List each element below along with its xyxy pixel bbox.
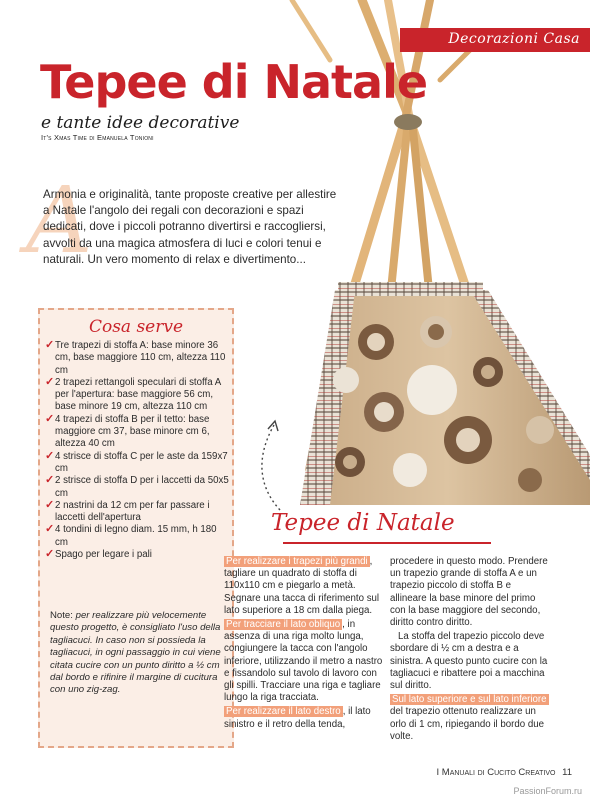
paragraph: Per tracciare il lato obliquo , in assenza di una riga molto lunga, congiungere la tacca con l'angolo inferiore, utilizzando il metro a nastro e fissandolo sul tavolo di lavoro con gli spilli. Tracciare una riga e tagliare lungo la riga tracciata. xyxy=(224,619,383,704)
check-icon: ✓ xyxy=(45,523,55,536)
list-item: ✓ 2 trapezi rettangoli speculari di stoffa A per l'apertura: base maggiore 56 cm, base minore 19 cm, altezza 110 cm xyxy=(45,375,221,413)
note-text: per realizzare più velocemente questo progetto, è consigliato l'uso della tagliacuci. In caso non si possieda la tagliacuci, in ogni passaggio in cui viene citata cucire con un punto diritto a ½ cm dal bordo e rifinire il margine di cucitura con uno zig-zag. xyxy=(50,610,221,696)
instructions-title: Tepee di Natale xyxy=(271,510,455,536)
paragraph: Sul lato superiore e sul lato inferiore del trapezio ottenuto realizzare un orlo di 1 cm, ripiegando il bordo due volte. xyxy=(390,694,547,742)
dotted-arrow-icon xyxy=(252,415,292,515)
list-item: ✓ Tre trapezi di stoffa A: base minore 36 cm, base maggiore 110 cm, altezza 110 cm xyxy=(45,339,226,376)
check-icon: ✓ xyxy=(45,339,55,351)
paragraph: Per realizzare i trapezi più grandi , tagliare un quadrato di stoffa di 110x110 cm e piegarlo a metà. Segnare una tacca di riferimento sul lato superiore a 18 cm dalla piega. xyxy=(224,556,380,616)
title-underline xyxy=(283,542,491,544)
check-icon: ✓ xyxy=(45,474,55,487)
check-icon: ✓ xyxy=(45,412,55,425)
highlight: Per tracciare il lato obliquo xyxy=(226,619,341,631)
page-subtitle: e tante idee decorative xyxy=(41,113,240,133)
watermark: PassionForum.ru xyxy=(513,786,582,796)
intro-paragraph: Armonia e originalità, tante proposte creative per allestire a Natale l'angolo dei regali con decorazioni e spazi dedicati, dove i piccoli potranno divertirsi e raccogliersi, avvolti da una magica atmosfera di luci e colori tenui e naturali. Un vero momento di relax e divertimento... xyxy=(43,188,337,266)
highlight: Per realizzare il lato destro xyxy=(226,706,341,718)
supplies-title: Cosa serve xyxy=(88,317,184,337)
page-footer xyxy=(437,767,573,778)
list-item: ✓ 4 trapezi di stoffa B per il tetto: base maggiore cm 37, base minore cm 6, altezza 40 cm xyxy=(45,412,210,450)
page-number: 11 xyxy=(562,767,572,778)
paragraph: La stoffa del trapezio piccolo deve sbordare di ½ cm a destra e a sinistra. A questo punto cucire con la tagliacuci e ribattere poi a macchina sul diritto. xyxy=(390,631,548,692)
paragraph: Per realizzare il lato destro , il lato sinistro e il retro della tenda, xyxy=(224,706,371,730)
check-icon: ✓ xyxy=(45,498,55,511)
byline: It's Xmas Time di Emanuela Tonioni xyxy=(41,133,154,142)
check-icon: ✓ xyxy=(45,449,55,462)
list-item: ✓ 4 strisce di stoffa C per le aste da 159x7 cm xyxy=(45,449,228,474)
section-tag-label: Decorazioni Casa xyxy=(448,31,580,47)
list-item: ✓ 2 strisce di stoffa D per i laccetti da 50x5 cm xyxy=(45,474,229,499)
drop-cap: A xyxy=(26,167,93,274)
list-item: ✓ 2 nastrini da 12 cm per far passare i laccetti dell'apertura xyxy=(45,498,210,524)
list-item: ✓ 4 tondini di legno diam. 15 mm, h 180 cm xyxy=(45,523,217,548)
instructions-column-2 xyxy=(390,556,550,743)
check-icon: ✓ xyxy=(45,548,55,561)
magazine-name: I Manuali di Cucito Creativo xyxy=(436,767,556,778)
paragraph: procedere in questo modo. Prendere un trapezio grande di stoffa A e un trapezio piccolo di stoffa B e allineare la base minore del primo con la base maggiore del secondo, diritto contro diritto. xyxy=(390,556,548,629)
page-title: Tepee di Natale xyxy=(40,55,428,109)
highlight: Sul lato superiore e sul lato inferiore xyxy=(392,694,547,706)
instructions-column-1 xyxy=(224,556,384,731)
supplies-note xyxy=(50,610,228,697)
list-item: ✓ Spago per legare i pali xyxy=(45,548,152,561)
note-label: Note: xyxy=(50,610,73,621)
highlight: Per realizzare i trapezi più grandi xyxy=(226,556,368,567)
supplies-list xyxy=(45,339,232,561)
check-icon: ✓ xyxy=(45,375,55,388)
section-tag xyxy=(400,28,590,52)
supplies-box xyxy=(38,308,234,748)
